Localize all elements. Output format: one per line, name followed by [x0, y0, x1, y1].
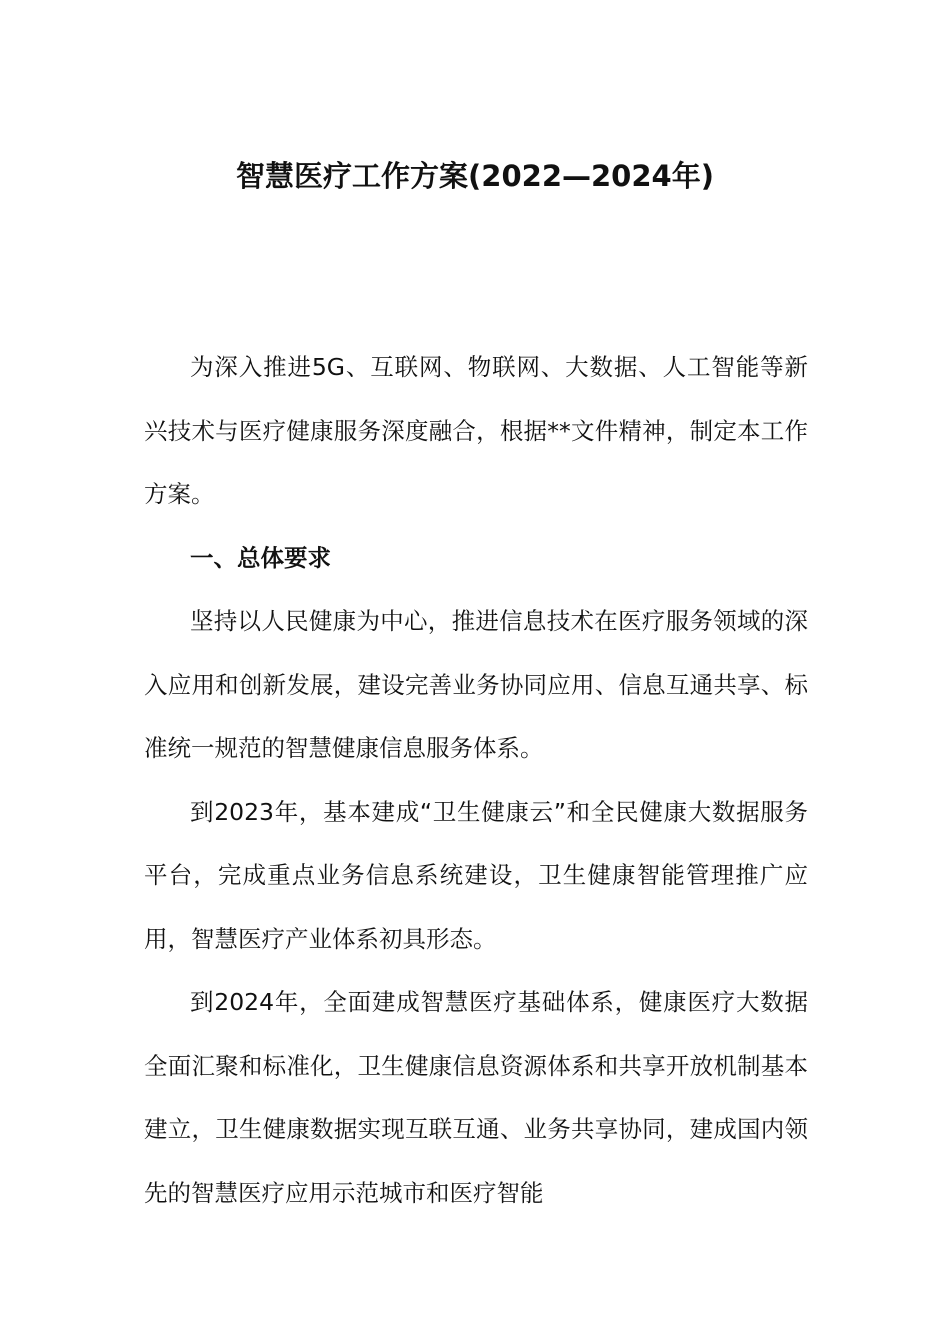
section-heading-general-requirements: 一、总体要求 [190, 543, 331, 572]
goal-2024-paragraph: 到2024年，全面建成智慧医疗基础体系，健康医疗大数据全面汇聚和标准化，卫生健康信息资源体系和共享开放机制基本建立，卫生健康数据实现互联互通、业务共享协同，建成国内领先的智慧医疗应用示范城市和医疗智能 [144, 988, 808, 1207]
principle-paragraph: 坚持以人民健康为中心，推进信息技术在医疗服务领域的深入应用和创新发展，建设完善业务协同应用、信息互通共享、标准统一规范的智慧健康信息服务体系。 [144, 607, 808, 762]
goal-2023-paragraph: 到2023年，基本建成“卫生健康云”和全民健康大数据服务平台，完成重点业务信息系统建设，卫生健康智能管理推广应用，智慧医疗产业体系初具形态。 [144, 797, 808, 953]
document-body [144, 336, 808, 1225]
intro-paragraph: 为深入推进5G、互联网、物联网、大数据、人工智能等新兴技术与医疗健康服务深度融合，根据**文件精神，制定本工作方案。 [144, 353, 808, 508]
document-title: 智慧医疗工作方案(2022—2024年) [236, 159, 714, 193]
